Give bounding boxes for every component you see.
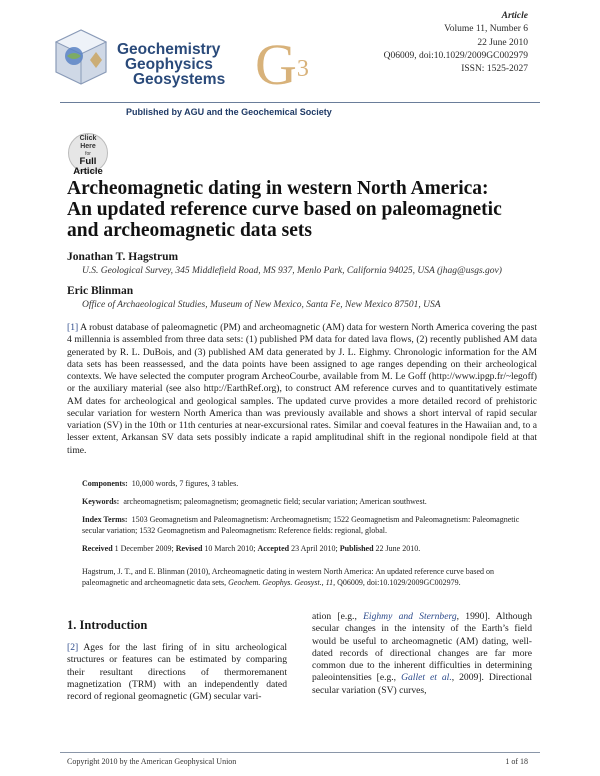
intro-left-column [67,642,287,703]
index-terms-line [82,514,537,536]
paper-title [67,178,537,241]
components-line [82,478,537,489]
keywords-label: Keywords: [82,497,120,506]
badge-line3: for [85,151,91,157]
citation-prefix: Hagstrum, J. T., and E. Blinman (2010), Archeomagnetic dating in western North America: An updated reference curve based on paleomagnetic and archeomagnetic data sets, [82,567,495,587]
intro-reference-link[interactable]: Eighmy and Sternberg [363,611,457,622]
citation-suffix: Q06009, doi:10.1029/2009GC002979. [337,578,461,587]
article-doi: Q06009, doi:10.1029/2009GC002979 [383,50,528,61]
publisher-line: Published by AGU and the Geochemical Society [126,107,332,117]
journal-g-letter: G [255,32,297,97]
footer-page-number: 1 of 18 [505,757,528,766]
full-article-button[interactable] [68,133,108,177]
index-terms-label: Index Terms: [82,515,128,524]
revised-label: Revised [175,544,203,553]
components-value: 10,000 words, 7 figures, 3 tables. [131,479,239,488]
article-type: Article [501,11,528,21]
abstract-text: A robust database of paleomagnetic (PM) and archeomagnetic (AM) data for western North America covering the past 4 millennia is assembled from three data sets: (1) published PM data for dated lava flows, (2) recently published AM data generated by R. L. DuBois, and (3) published AM data generated by J. L. Eighmy. Chronologic information for the AM data sets has been reassessed, and the data points have been assigned to age ranges depending on their archeological contexts. We have selected the computer program ArcheoCourbe, available from M. Le Goff (http://www.ipgp.fr/~legoff) or the auxiliary material (see also http://EarthRef.org), to construct AM reference curves and to quantitatively estimate AM dates for archeological and geological samples. The updated curve provides a more detailed record of prehistoric secular variation for western North America than was previously available and shows a short interval of rapid secular variation (SV) in the 10th or 11th centuries at near-excursional rates. Similar and coeval features in the Hawaiian and, to a lesser extent, Arkansan SV data sets possibly indicate a rapid amplitudinal shift in the regional nondipole field at that time. [67,322,537,456]
badge-line2: Here [80,143,96,150]
article-volume: Volume 11, Number 6 [444,24,528,35]
journal-g-superscript: 3 [296,56,309,82]
footer-divider [60,752,540,753]
intro-left-text: Ages for the last firing of in situ archeological structures or features can be estimated by comparing their resultant directions of thermoremanent magnetization (TRM) with an independently dated record of regional geomagnetic (GM) secular vari- [67,642,287,703]
author-name: Jonathan T. Hagstrum [67,251,179,263]
abstract [67,322,537,457]
received-label: Received [82,544,113,553]
components-label: Components: [82,479,128,488]
keywords-line [82,496,537,507]
accepted-label: Accepted [257,544,290,553]
received-date: 1 December 2009; [114,544,174,553]
index-terms-value: 1503 Geomagnetism and Paleomagnetism: Archeomagnetism; 1522 Geomagnetism and Paleomagnetism: Paleomagnetic secular variation; 1532 Geomagnetism and Paleomagnetism: Reference fields: regional, global. [82,515,520,535]
article-issn: ISSN: 1525-2027 [461,64,528,75]
author-affiliation: U.S. Geological Survey, 345 Middlefield Road, MS 937, Menlo Park, California 94025, USA (jhag@usgs.gov) [82,266,502,276]
citation-journal: Geochem. Geophys. Geosyst., 11, [228,578,336,587]
title-line3: and archeomagnetic data sets [67,220,312,241]
intro-paragraph-number[interactable]: [2] [67,642,79,653]
citation [82,566,537,588]
badge-line4: Full [79,156,97,167]
intro-right-text-2: , 1990]. Although secular changes in the intensity of the Earth’s field would be useful to archeomagnetic (AM) dating, well-dated records of directional changes are far more common due to the inherent difficulties in determining paleointensities [e.g., [312,611,532,684]
intro-right-text-1: ation [e.g., [312,611,357,622]
title-line1: Archeomagnetic dating in western North America: [67,178,489,199]
journal-name [117,42,225,87]
accepted-date: 23 April 2010; [291,544,338,553]
revised-date: 10 March 2010; [204,544,256,553]
published-date: 22 June 2010. [375,544,421,553]
journal-g3-mark [255,32,309,97]
footer-copyright: Copyright 2010 by the American Geophysical Union [67,757,237,766]
badge-line5: Article [73,166,103,177]
full-article-badge-label [68,135,108,177]
journal-name-line3: Geosystems [133,71,226,88]
dates-line [82,543,537,554]
intro-right-text-3: , 2009]. Directional secular variation (SV) curves, [312,672,532,696]
keywords-value: archeomagnetism; paleomagnetism; geomagnetic field; secular variation; American southwest. [123,497,427,506]
author-name: Eric Blinman [67,285,134,297]
intro-right-column [312,611,532,697]
journal-name-line2: Geophysics [125,56,213,73]
published-label: Published [339,544,374,553]
author-affiliation: Office of Archaeological Studies, Museum of New Mexico, Santa Fe, New Mexico 87501, USA [82,300,441,310]
journal-name-line1: Geochemistry [117,41,221,58]
article-meta [384,10,528,76]
header-divider [60,102,540,103]
badge-line1: Click [79,135,97,142]
intro-reference-link[interactable]: Gallet et al. [401,672,452,684]
section-heading-introduction: 1. Introduction [67,618,148,632]
abstract-paragraph-number[interactable]: [1] [67,322,79,333]
journal-logo-cube-icon [50,26,112,88]
title-line2: An updated reference curve based on paleomagnetic [67,199,502,220]
article-date: 22 June 2010 [477,37,528,48]
